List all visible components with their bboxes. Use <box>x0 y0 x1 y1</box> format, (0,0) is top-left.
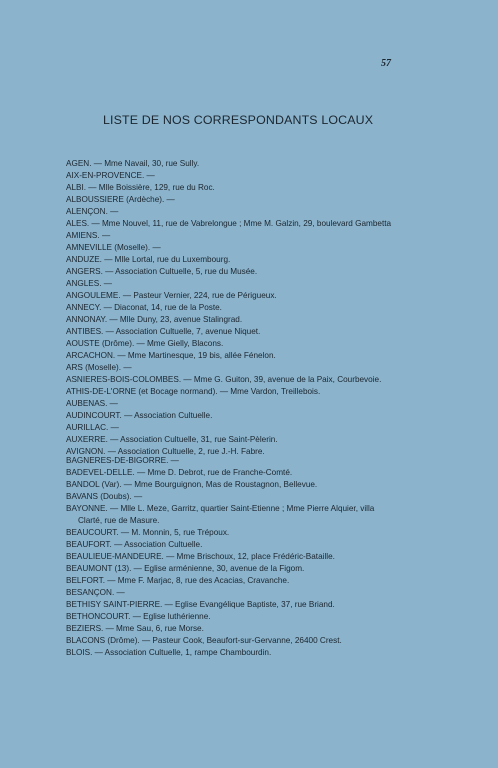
list-item: BETHONCOURT. — Eglise luthérienne. <box>66 612 211 621</box>
list-item: AMNEVILLE (Moselle). — <box>66 243 161 252</box>
list-item: BEAUFORT. — Association Cultuelle. <box>66 540 203 549</box>
list-item: ALBOUSSIERE (Ardèche). — <box>66 195 175 204</box>
list-item: ARS (Moselle). — <box>66 363 132 372</box>
list-item: ALBI. — Mlle Boissière, 129, rue du Roc. <box>66 183 215 192</box>
list-item: BADEVEL-DELLE. — Mme D. Debrot, rue de Franche-Comté. <box>66 468 293 477</box>
list-item: ANGOULEME. — Pasteur Vernier, 224, rue de Périgueux. <box>66 291 277 300</box>
correspondents-list-a <box>66 158 406 458</box>
list-item: AOUSTE (Drôme). — Mme Gielly, Blacons. <box>66 339 224 348</box>
list-item: AUBENAS. — <box>66 399 118 408</box>
page-number: 57 <box>381 58 391 69</box>
list-item: ARCACHON. — Mme Martinesque, 19 bis, allée Fénelon. <box>66 351 276 360</box>
list-item: BLACONS (Drôme). — Pasteur Cook, Beaufort-sur-Gervanne, 26400 Crest. <box>66 636 342 645</box>
list-item: BLOIS. — Association Cultuelle, 1, rampe Chambourdin. <box>66 648 272 657</box>
list-item: ALES. — Mme Nouvel, 11, rue de Vabrelongue ; Mme M. Galzin, 29, boulevard Gambetta <box>66 219 392 228</box>
correspondents-list-b <box>66 455 406 659</box>
list-item: AIX-EN-PROVENCE. — <box>66 171 155 180</box>
list-item: BEZIERS. — Mme Sau, 6, rue Morse. <box>66 624 204 633</box>
list-item: AMIENS. — <box>66 231 111 240</box>
list-item: BETHISY SAINT-PIERRE. — Eglise Evangélique Baptiste, 37, rue Briand. <box>66 600 335 609</box>
list-item: BAVANS (Doubs). — <box>66 492 143 501</box>
list-item: BEAUCOURT. — M. Monnin, 5, rue Trépoux. <box>66 528 230 537</box>
page-title: LISTE DE NOS CORRESPONDANTS LOCAUX <box>103 113 374 127</box>
list-item-continuation: Clarté, rue de Masure. <box>78 516 160 525</box>
list-item: AURILLAC. — <box>66 423 119 432</box>
list-item: BANDOL (Var). — Mme Bourguignon, Mas de Roustagnon, Bellevue. <box>66 480 318 489</box>
list-item: BAGNERES-DE-BIGORRE. — <box>66 456 179 465</box>
list-item: ALENÇON. — <box>66 207 119 216</box>
list-item-text: BAYONNE. — Mlle L. Meze, Garritz, quartier Saint-Etienne ; Mme Pierre Alquier, villa <box>66 504 375 513</box>
list-item: AUDINCOURT. — Association Cultuelle. <box>66 411 213 420</box>
list-item: AGEN. — Mme Navail, 30, rue Sully. <box>66 159 200 168</box>
list-item: BEAULIEUE-MANDEURE. — Mme Brischoux, 12, place Frédéric-Bataille. <box>66 552 335 561</box>
list-item: ANNECY. — Diaconat, 14, rue de la Poste. <box>66 303 222 312</box>
list-item: ASNIERES-BOIS-COLOMBES. — Mme G. Guiton, 39, avenue de la Paix, Courbevoie. <box>66 375 382 384</box>
list-item: ANNONAY. — Mlle Duny, 23, avenue Stalingrad. <box>66 315 243 324</box>
list-item: BESANÇON. — <box>66 588 125 597</box>
list-item: AVIGNON. — Association Cultuelle, 2, rue J.-H. Fabre. <box>66 447 265 456</box>
list-item: ANGLES. — <box>66 279 112 288</box>
list-item: BEAUMONT (13). — Eglise arménienne, 30, avenue de la Figom. <box>66 564 305 573</box>
list-item: ANDUZE. — Mlle Lortal, rue du Luxembourg. <box>66 255 231 264</box>
list-item <box>66 503 406 527</box>
list-item: ATHIS-DE-L'ORNE (et Bocage normand). — Mme Vardon, Treillebois. <box>66 387 321 396</box>
list-item: AUXERRE. — Association Cultuelle, 31, rue Saint-Pèlerin. <box>66 435 278 444</box>
list-item: ANGERS. — Association Cultuelle, 5, rue du Musée. <box>66 267 258 276</box>
list-item: BELFORT. — Mme F. Marjac, 8, rue des Acacias, Cravanche. <box>66 576 290 585</box>
list-item: ANTIBES. — Association Cultuelle, 7, avenue Niquet. <box>66 327 261 336</box>
